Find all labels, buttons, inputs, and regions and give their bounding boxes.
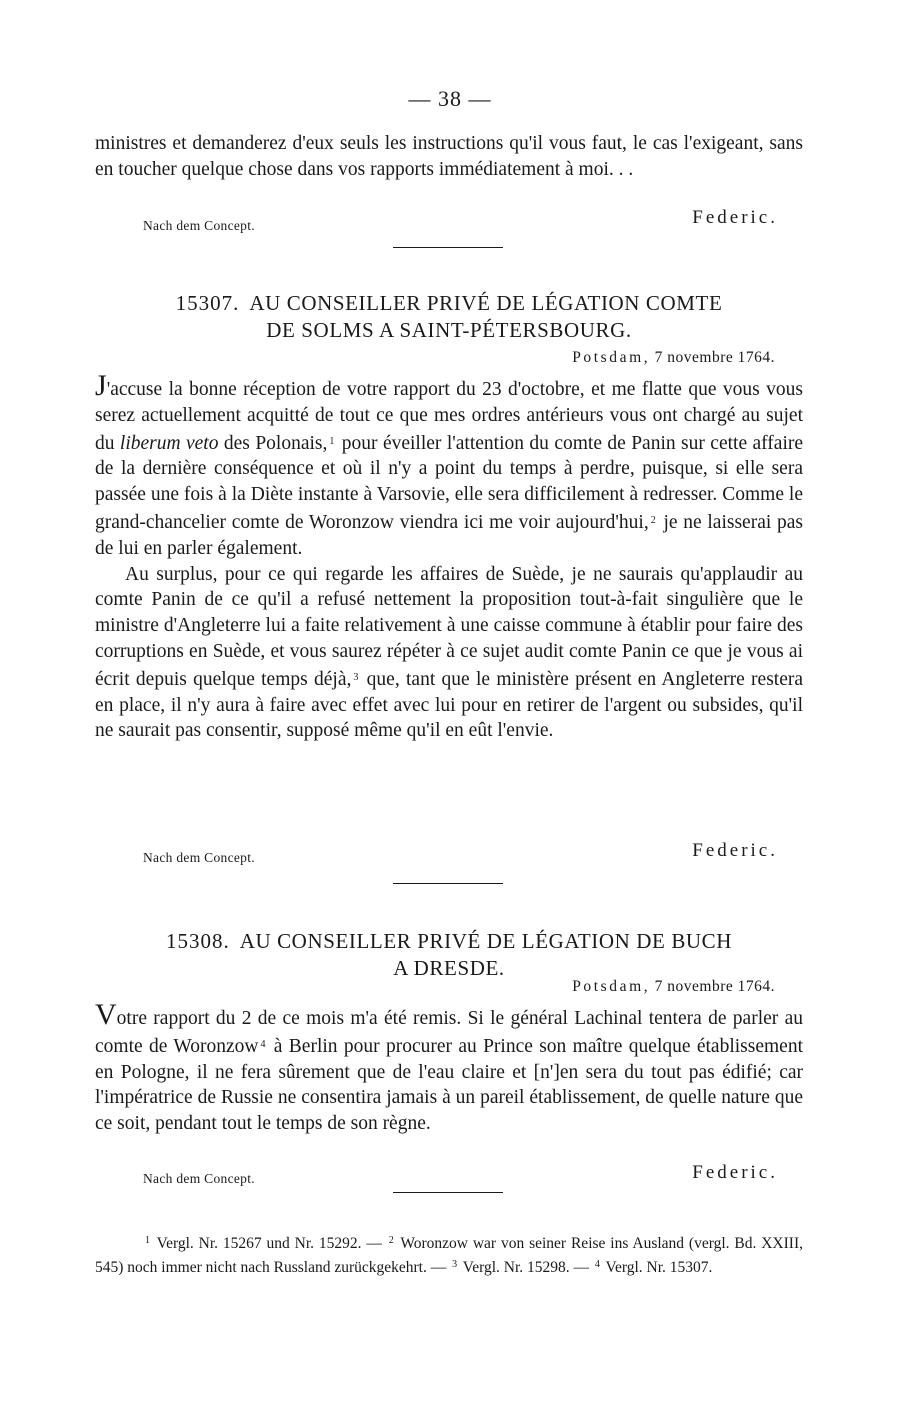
footnote-text: Vergl. Nr. 15298. — xyxy=(462,1259,590,1276)
letter-body xyxy=(95,998,803,1137)
text-run: je ne laisserai pas de lui en parler également. xyxy=(95,511,803,559)
section-divider xyxy=(393,247,503,248)
footnote-text: Vergl. Nr. 15267 und Nr. 15292. — xyxy=(156,1235,382,1252)
text-run: otre rapport du 2 de ce mois m'a été remis. Si le général Lachinal tentera de parler au comte de Woronzow xyxy=(95,1008,803,1057)
text-run: pour éveiller l'attention du comte de Panin sur cette affaire de la dernière conséquence et où il n'y a point du temps à perdre, puisque, si elle sera passée une fois à la Diète instante à Varsovie, elle sera difficilement à redresser. Comme le grand-chancelier comte de Woronzow viendra ici me voir aujourd'hui, xyxy=(95,432,804,533)
footnote-marker: 2 xyxy=(650,514,656,526)
text-run: Au surplus, pour ce qui regarde les affaires de Suède, je ne saurais qu'applaudir au comte Panin de ce qu'il a refusé nettement la proposition tout-à-fait singulière que le ministre d'Angleterre lui a faite relativement à une caisse commune à établir pour faire des corruptions en Suède, et vous saurez répéter à ce sujet audit comte Panin ce que je vous ai écrit depuis quelque temps déjà, xyxy=(95,563,803,690)
source-note: Nach dem Concept. xyxy=(143,1171,255,1186)
text-run: des Polonais, xyxy=(223,432,328,454)
page-number: — 38 — xyxy=(408,86,492,111)
dateline-place: Potsdam, xyxy=(572,978,651,995)
footnote-text: Woronzow war von seiner Reise ins Ausland (vergl. Bd. XXIII, 545) noch immer nicht nach Russland zurückgekehrt. — xyxy=(95,1235,803,1276)
letter-heading-line1 xyxy=(95,928,803,955)
continuation-paragraph: ministres et demanderez d'eux seuls les instructions qu'il vous faut, le cas l'exigeant, sans en toucher quelque chose dans vos rapports immédiatement à moi. . . xyxy=(95,133,803,180)
section-divider xyxy=(393,883,503,884)
letter-paragraph xyxy=(95,562,803,745)
dateline xyxy=(572,349,775,367)
signature: Federic. xyxy=(692,840,778,861)
letter-paragraph xyxy=(95,998,803,1137)
letter-number: 15308. xyxy=(165,929,230,953)
footnotes xyxy=(95,1230,803,1278)
letter-heading xyxy=(95,928,803,982)
letter-body xyxy=(95,369,804,744)
letter-paragraph xyxy=(95,369,804,562)
dateline xyxy=(572,978,775,996)
footnote-marker: 1 xyxy=(145,1235,150,1246)
section-divider xyxy=(393,1192,503,1193)
footnote-text: Vergl. Nr. 15307. xyxy=(605,1259,713,1276)
continuation-text-block xyxy=(95,131,803,183)
drop-cap: J xyxy=(95,369,107,402)
text-run: que, tant que le ministère présent en Angleterre restera en place, il n'y aura à faire avec effet avec lui pour en retirer de l'argent ou subsides, qu'il ne saurait pas consentir, supposé même qu'il en eût l'envie. xyxy=(95,668,804,742)
footnote-marker: 3 xyxy=(353,671,359,683)
source-note: Nach dem Concept. xyxy=(143,850,255,865)
footnote-marker: 4 xyxy=(594,1259,600,1270)
text-run: à Berlin pour procurer au Prince son maître quelque établissement en Pologne, il ne fera sûrement que de l'eau claire et [n']en sera du tout pas édifié; car l'impératrice de Russie ne consentira jamais à un pareil établissement, de quelle nature que ce soit, pendant tout le temps de son règne. xyxy=(95,1035,803,1135)
footnote-marker: 1 xyxy=(329,435,335,447)
footnote-marker: 3 xyxy=(452,1259,458,1270)
drop-cap: V xyxy=(95,998,117,1031)
letter-number: 15307. xyxy=(175,291,240,315)
signature: Federic. xyxy=(692,207,778,228)
footnote-marker: 2 xyxy=(388,1235,394,1246)
footnote-marker: 4 xyxy=(260,1038,266,1050)
dateline-date: 7 novembre 1764. xyxy=(654,978,775,995)
text-run: 'accuse la bonne réception de votre rapport du 23 d'octobre, et me flatte que vous vous serez actuellement acquitté de tout ce que mes ordres antérieurs vous ont chargé au sujet du xyxy=(95,379,803,454)
letter-heading xyxy=(95,290,803,344)
emphasized-text: liberum veto xyxy=(119,432,219,454)
letter-recipient: AU CONSEILLER PRIVÉ DE LÉGATION COMTE xyxy=(249,291,723,315)
source-note: Nach dem Concept. xyxy=(143,218,255,233)
letter-heading-line2: DE SOLMS A SAINT-PÉTERSBOURG. xyxy=(266,318,632,342)
signature: Federic. xyxy=(692,1162,778,1183)
letter-heading-line1 xyxy=(95,290,803,317)
dateline-place: Potsdam, xyxy=(572,349,651,366)
letter-heading-line2: A DRESDE. xyxy=(393,956,505,980)
dateline-date: 7 novembre 1764. xyxy=(654,349,775,366)
letter-recipient: AU CONSEILLER PRIVÉ DE LÉGATION DE BUCH xyxy=(239,929,733,953)
